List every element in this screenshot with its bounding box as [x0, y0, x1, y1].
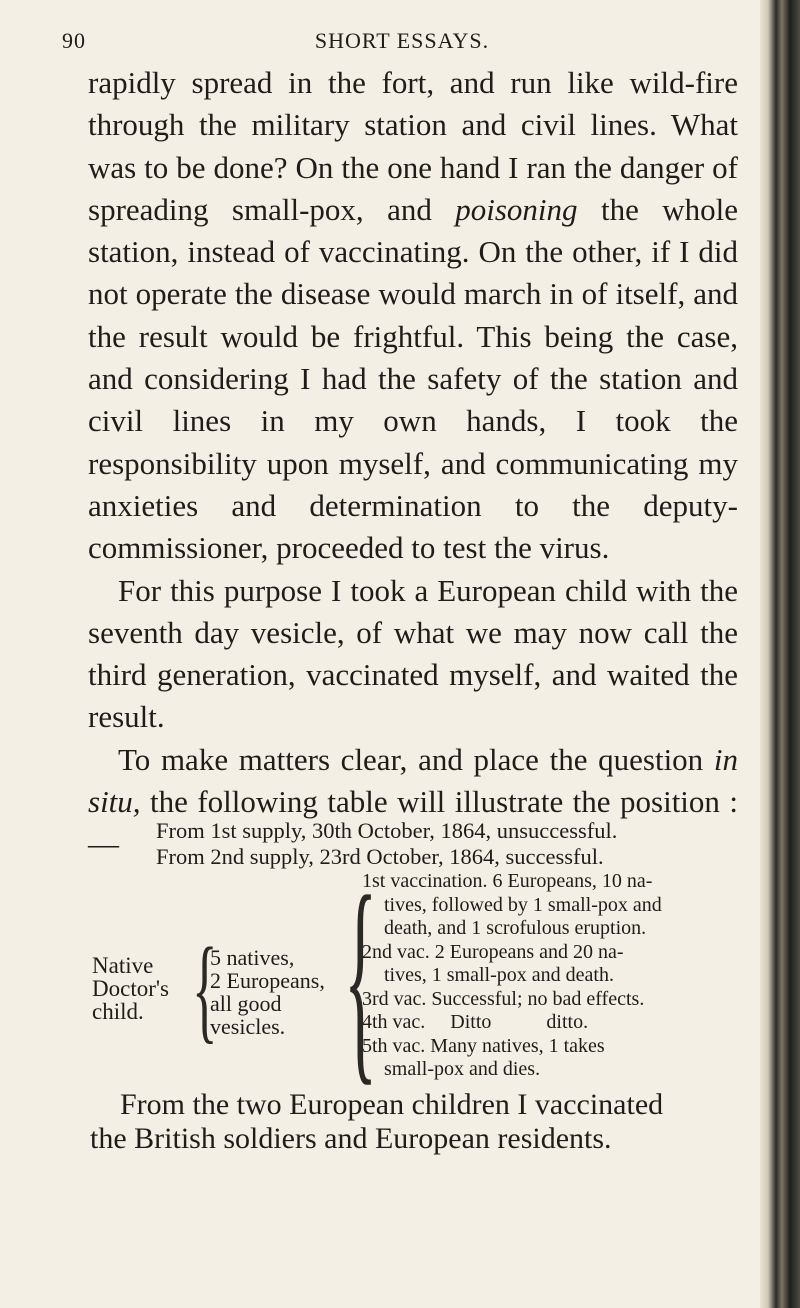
paragraph-2: For this purpose I took a European child with the seventh day vesicle, of what we may now call the third generation, vaccinated myself, and waited the result. [88, 572, 738, 735]
table-col-first-batch [210, 946, 325, 1038]
page-header [62, 28, 742, 58]
italic-in-situ: in situ, [88, 741, 738, 820]
source-line: child. [92, 999, 144, 1024]
supply-line-2: From 2nd supply, 23rd October, 1864, successful. [156, 844, 604, 869]
batch-line: all good [210, 991, 282, 1016]
result-line: 5th vac. Many natives, 1 takes [362, 1034, 605, 1057]
supply-line-1: From 1st supply, 30th October, 1864, unsuccessful. [156, 818, 618, 843]
page-edge-shadow [760, 0, 800, 1308]
result-line: death, and 1 scrofulous eruption. [384, 917, 647, 939]
paragraph-1-start: rapidly spread in the fort, and run like wild-fire through the military station and civil lines. What was to be done? On the one hand I ran the danger of spreading small-pox, and [88, 65, 738, 227]
source-line: Native [92, 953, 154, 978]
paragraph-3-start: To make matters clear, and place the question [118, 741, 714, 777]
paragraph-1 [88, 62, 738, 570]
batch-line: vesicles. [210, 1014, 286, 1039]
result-line: 1st vaccination. 6 Europeans, 10 na- [362, 870, 653, 892]
italic-poisoning: poisoning [455, 191, 578, 227]
brace-left: { [192, 923, 218, 1054]
table-col-results [362, 870, 752, 1082]
result-line: 3rd vac. Successful; no bad effects. [362, 987, 645, 1010]
batch-line: 2 Europeans, [210, 968, 325, 993]
paragraph-1-rest: the whole station, instead of vaccinating. On the other, if I did not operate the disease would march in of itself, and the result would be frightful. This being the case, and considering I had the safety of the station and civil lines in my own hands, I took the responsibility upon myself, and communicating my anxieties and determination to the deputy-commissioner, proceeded to test the virus. [88, 191, 738, 566]
source-line: Doctor's [92, 976, 169, 1001]
body-text [88, 62, 738, 866]
closing-text [90, 1088, 740, 1156]
result-line: 4th vac. Ditto ditto. [362, 1011, 589, 1033]
result-line: tives, 1 small-pox and death. [384, 964, 614, 986]
result-line: tives, followed by 1 small-pox and [384, 893, 662, 916]
paragraph-3-rest: the following table will illustrate the position :— [88, 784, 738, 862]
batch-line: 5 natives, [210, 945, 295, 970]
table-col-source [92, 954, 169, 1023]
closing-line: the British soldiers and European residents. [90, 1122, 612, 1155]
running-head: SHORT ESSAYS. [314, 28, 490, 53]
closing-line: From the two European children I vaccinated [120, 1088, 664, 1121]
result-line: 2nd vac. 2 Europeans and 20 na- [362, 940, 624, 963]
brace-right: { [344, 849, 378, 1104]
result-line: small-pox and dies. [384, 1058, 541, 1080]
page-number: 90 [62, 28, 86, 53]
